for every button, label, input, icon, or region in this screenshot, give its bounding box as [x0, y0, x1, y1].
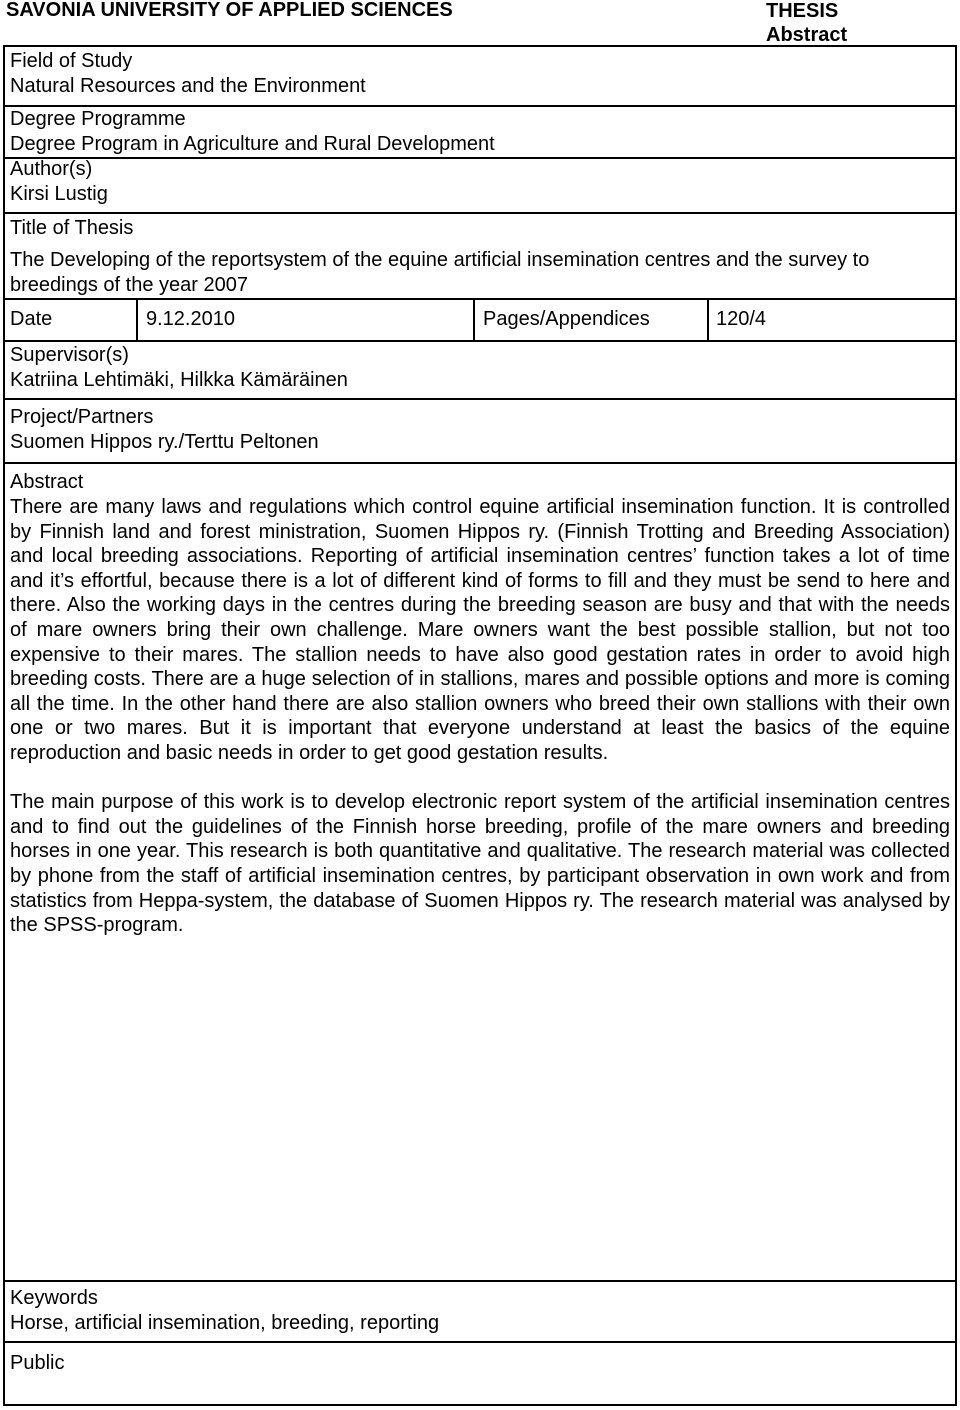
keywords-section [10, 1286, 439, 1335]
column-divider [136, 298, 138, 342]
partners-label: Project/Partners [10, 406, 154, 428]
document-type-line1: THESIS [766, 0, 839, 22]
degree-programme-section [10, 107, 495, 156]
field-of-study-section [10, 49, 366, 98]
divider [3, 212, 957, 214]
access-value: Public [10, 1352, 65, 1374]
pages-value: 120/4 [716, 308, 767, 330]
authors-section [10, 157, 108, 206]
title-line2: breedings of the year 2007 [10, 274, 248, 296]
abstract-body [10, 495, 950, 938]
document-type [766, 0, 847, 47]
field-of-study-value: Natural Resources and the Environment [10, 74, 366, 97]
abstract-paragraph: There are many laws and regulations which control equine artificial insemination function. It is controlled by Finnish land and forest ministration, Suomen Hippos ry. (Finnish Trotting and Breeding Association) and local breeding associations. Reporting of artificial insemination centres’ function takes a lot of time and it’s effortful, because there is a lot of different kind of forms to fill and they must be send to here and there. Also the working days in the centres during the breeding season are busy and that with the needs of mare owners bring their own challenge. Mare owners want the best possible stallion, but not too expensive to their mares. The stallion needs to have also good gestation rates in order to avoid high breeding costs. There are a huge selection of in stallions, mares and possible options and more is coming all the time. In the other hand there are also stallion owners who breed their own stallions with their own one or two mares. But it is important that everyone understand at least the basics of the equine reproduction and basic needs in order to get good gestation results. [10, 496, 950, 764]
divider [3, 462, 957, 464]
keywords-value: Horse, artificial insemination, breeding, reporting [10, 1311, 440, 1334]
date-value: 9.12.2010 [146, 308, 235, 330]
partners-section [10, 405, 319, 454]
authors-label: Author(s) [10, 158, 93, 180]
divider [3, 340, 957, 342]
degree-programme-value: Degree Program in Agriculture and Rural Development [10, 132, 495, 155]
supervisors-label: Supervisor(s) [10, 344, 129, 366]
field-of-study-label: Field of Study [10, 50, 133, 72]
supervisors-section [10, 343, 348, 392]
date-label: Date [10, 308, 53, 330]
divider [3, 298, 957, 300]
document-type-line2: Abstract [766, 24, 848, 46]
degree-programme-label: Degree Programme [10, 108, 186, 130]
column-divider [473, 298, 475, 342]
partners-value: Suomen Hippos ry./Terttu Peltonen [10, 430, 319, 453]
column-divider [707, 298, 709, 342]
divider [3, 1280, 957, 1282]
abstract-paragraph: The main purpose of this work is to develop electronic report system of the artificial insemination centres and to find out the guidelines of the Finnish horse breeding, profile of the mare owners and breeding horses in one year. This research is both quantitative and qualitative. The research material was collected by phone from the staff of artificial insemination centres, by participant observation in own work and from statistics from Heppa-system, the database of Suomen Hippos ry. The research material was analysed by the SPSS-program. [10, 791, 950, 937]
divider [3, 1341, 957, 1343]
authors-value: Kirsi Lustig [10, 182, 108, 205]
abstract-label: Abstract [10, 471, 84, 493]
title-section [10, 248, 869, 298]
divider [3, 398, 957, 400]
pages-label: Pages/Appendices [483, 308, 650, 330]
title-label: Title of Thesis [10, 217, 134, 239]
institution-name: SAVONIA UNIVERSITY OF APPLIED SCIENCES [6, 0, 453, 21]
divider [3, 157, 957, 159]
title-line1: The Developing of the reportsystem of the equine artificial insemination centres and the survey to [10, 249, 870, 271]
supervisors-value: Katriina Lehtimäki, Hilkka Kämäräinen [10, 368, 348, 391]
keywords-label: Keywords [10, 1287, 98, 1309]
